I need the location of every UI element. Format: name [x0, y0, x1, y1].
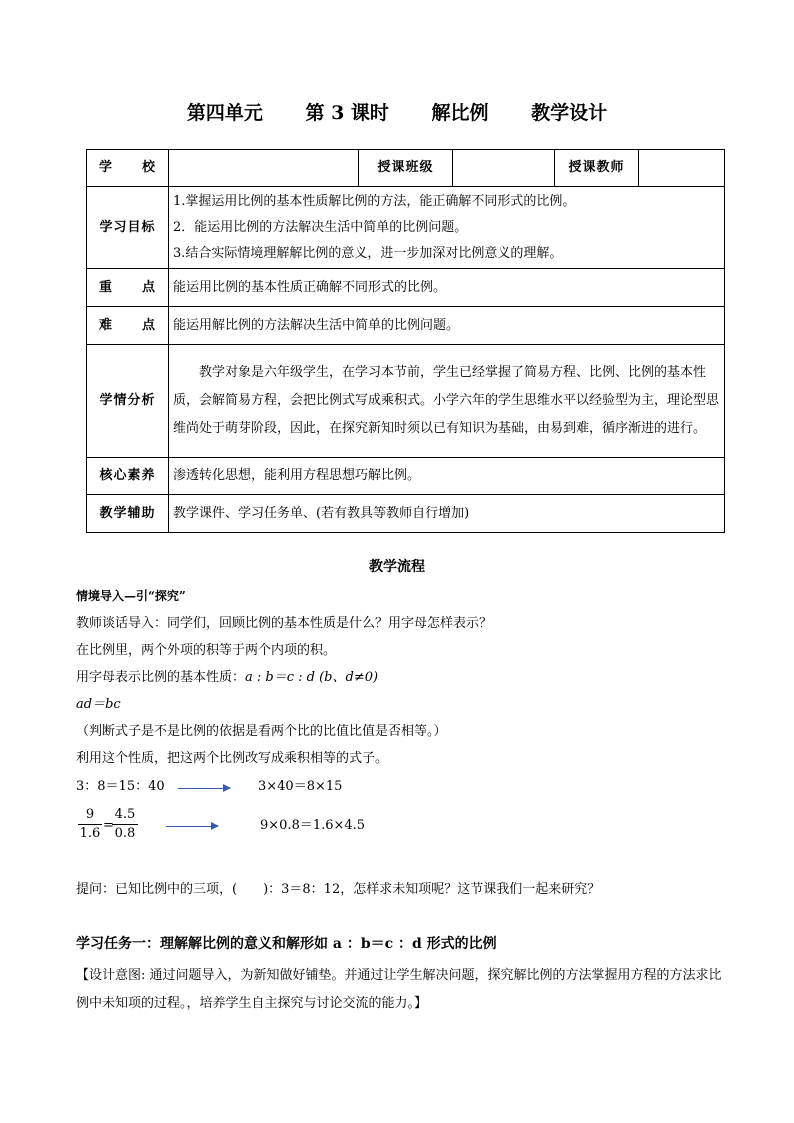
row-school	[87, 150, 725, 187]
analysis-value	[169, 345, 725, 458]
difficulty-label: 难 点	[87, 307, 169, 345]
fraction-left-numerator: 9	[78, 806, 102, 825]
goal-item: 2．能运用比例的方法解决生活中简单的比例问题。	[173, 219, 468, 235]
flow-heading: 教学流程	[369, 559, 425, 575]
literacy-label: 核心素养	[87, 458, 169, 495]
goals-cell	[169, 187, 725, 269]
row-analysis	[87, 345, 725, 458]
aids-label: 教学辅助	[87, 495, 169, 533]
teacher-label: 授课教师	[555, 150, 639, 187]
question-line: 提问：已知比例中的三项，( )：3＝8：12，怎样求未知项呢？这节课我们一起来研究？	[76, 882, 601, 897]
class-value	[453, 150, 555, 187]
product-formula: ad＝bc	[76, 697, 121, 712]
task-one-title: 学习任务一：理解解比例的意义和解形如 a ：b＝c ：d 形式的比例	[76, 936, 497, 952]
fraction-right-denominator: 0.8	[114, 826, 136, 841]
key-label: 重 点	[87, 269, 169, 307]
row-literacy	[87, 458, 725, 495]
title-unit: 第四单元	[186, 102, 263, 124]
analysis-label: 学情分析	[87, 345, 169, 458]
intro-line-5: （判断式子是不是比例的依据是看两个比的比值比值是否相等。）	[76, 724, 447, 739]
page-title	[0, 98, 794, 125]
intro-line-3-prefix: 用字母表示比例的基本性质：	[76, 670, 246, 685]
arrow-icon	[178, 788, 230, 789]
class-label: 授课班级	[359, 150, 453, 187]
row-aids	[87, 495, 725, 533]
key-value: 能运用比例的基本性质正确解不同形式的比例。	[169, 269, 725, 307]
fraction-left-denominator: 1.6	[79, 826, 101, 841]
goal-item: 3.结合实际情境理解解比例的意义，进一步加深对比例意义的理解。	[173, 245, 563, 261]
fraction-right	[112, 806, 138, 843]
equation-2-right: 9×0.8＝1.6×4.5	[260, 818, 366, 833]
title-lesson: 第 3 课时	[305, 102, 389, 124]
goals-label: 学习目标	[87, 187, 169, 269]
intro-line-3	[76, 668, 378, 688]
equation-1-right: 3×40＝8×15	[258, 779, 343, 794]
fraction-right-numerator: 4.5	[112, 806, 138, 825]
intro-line-6: 利用这个性质，把这两个比例改写成乘积相等的式子。	[76, 751, 389, 766]
row-goals	[87, 187, 725, 269]
literacy-value: 渗透转化思想，能利用方程思想巧解比例。	[169, 458, 725, 495]
analysis-text: 教学对象是六年级学生，在学习本节前，学生已经掌握了简易方程、比例、比例的基本性质，会解简易方程，会把比例式写成乘积式。小学六年的学生思维水平以经验型为主，理论型思维尚处于萌芽阶段，因此，在探究新知时须以已有知识为基础，由易到难，循序渐进的进行。	[173, 365, 720, 436]
intro-heading: 情境导入—引“探究”	[76, 589, 186, 603]
fraction-equals: =	[103, 818, 114, 833]
row-key	[87, 269, 725, 307]
teacher-value	[639, 150, 725, 187]
title-topic: 解比例	[431, 102, 489, 124]
proportion-formula: a : b＝c : d (b、d≠0)	[245, 670, 379, 685]
aids-value: 教学课件、学习任务单、(若有教具等教师自行增加)	[169, 495, 725, 533]
difficulty-value: 能运用解比例的方法解决生活中简单的比例问题。	[169, 307, 725, 345]
intro-line-1: 教师谈话导入：同学们，回顾比例的基本性质是什么？用字母怎样表示？	[76, 616, 493, 631]
lesson-info-table	[86, 149, 725, 533]
school-value	[169, 150, 359, 187]
intro-line-2: 在比例里，两个外项的积等于两个内项的积。	[76, 643, 337, 658]
fraction-left	[78, 806, 102, 843]
goal-item: 1.掌握运用比例的基本性质解比例的方法，能正确解不同形式的比例。	[173, 193, 576, 209]
arrow-icon	[166, 826, 218, 827]
equation-1-left: 3：8＝15：40	[76, 779, 165, 794]
title-kind: 教学设计	[531, 102, 608, 124]
row-difficulty	[87, 307, 725, 345]
school-label: 学 校	[87, 150, 169, 187]
design-intent: 【设计意图: 通过问题导入，为新知做好铺垫。并通过让学生解决问题，探究解比例的方法掌握用方程的方法求比例中未知项的过程。，培养学生自主探究与讨论交流的能力。】	[76, 968, 722, 1011]
